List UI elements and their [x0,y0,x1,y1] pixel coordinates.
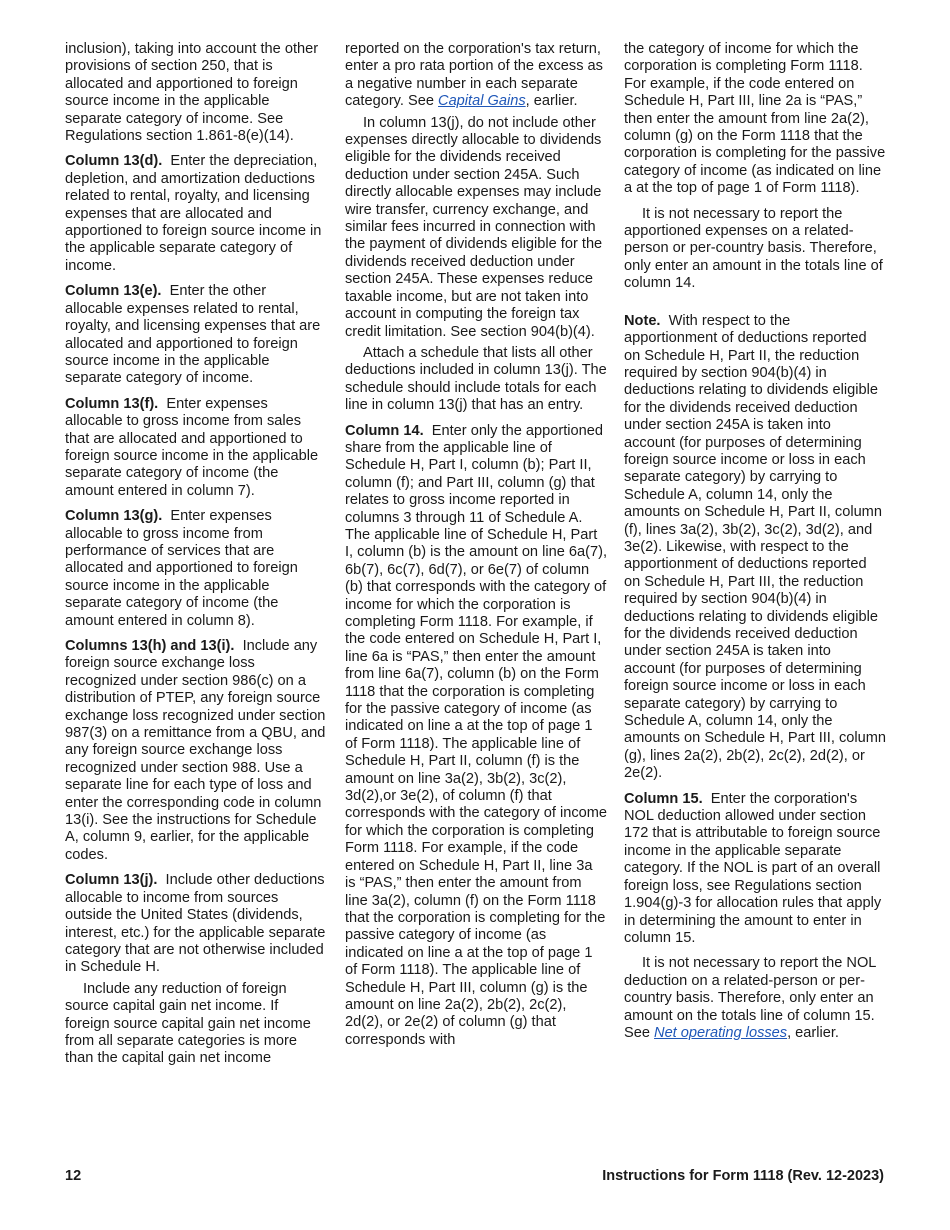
form-reference: Instructions for Form 1118 (Rev. 12-2023) [602,1168,884,1184]
capital-gains-link[interactable]: Capital Gains [438,93,526,110]
paragraph-column-14: Column 14. Enter only the apportioned share from the applicable line of Schedule H, Part I, column (b); Part II, column (f); and Part III, column (g) that relates to gross income reported in columns 3 through 11 of Schedule A. The applicable line of Schedule H, Part I, column (b) is the amount on line 6a(7), 6b(7), 6c(7), 6d(7), or 6e(7) of column (b) that corresponds with the category of income for which the corporation is completing Form 1118. For example, if the code entered on Schedule H, Part I, line 6a is “PAS,” then enter the amount from line 6a(7), column (b) on the Form 1118 that the corporation is completing for the passive category of income (as indicated on line a at the top of page 1 of Form 1118). The applicable line of Schedule H, Part II, column (f) is the amount on line 3a(2), 3b(2), 3c(2), 3d(2),or 3e(2), of column (f) that corresponds with the category of income for which the corporation is completing Form 1118. For example, if the code entered on Schedule H, Part II, line 3a is “PAS,” then enter the amount from line 3a(2), column (f) on the Form 1118 that the corporation is completing for the passive category of income (as indicated on line a at the top of page 1 of Form 1118). The applicable line of Schedule H, Part III, column (g) is the amount on line 2a(2), 2b(2), 2c(2), 2d(2), or 2e(2) of column (g) that corresponds with [345,422,608,1048]
paragraph-column-13g: Column 13(g). Enter expenses allocable to gross income from performance of services that are allocated and apportioned to foreign source income in the applicable separate category of income (the amount entered in column 8). [65,508,298,629]
paragraph-column-13f: Column 13(f). Enter expenses allocable to gross income from sales that are allocated and apportioned to foreign source income in the applicable separate category of income (the amount entered in column 7). [65,395,319,499]
paragraph-column-13e: Column 13(e). Enter the other allocable expenses related to rental, royalty, and licensing expenses that are allocated and apportioned to foreign source income in the applicable separate category of income. [65,283,321,387]
paragraph-heading: Columns 13(h) and 13(i). [65,638,235,654]
paragraph-heading: Column 15. [624,790,703,807]
page-number: 12 [65,1168,82,1184]
paragraph: Attach a schedule that lists all other deductions included in column 13(j). The schedule should include totals for each line in column 13(j) that has an entry. [345,344,607,414]
paragraph-heading: Column 13(f). [65,395,159,412]
paragraph: It is not necessary to report the NOL deduction on a related-person or per-country basis. Therefore, only enter an amount on the totals line of column 15. See Net operating losses, earlier. [624,955,876,1041]
paragraph-heading: Column 13(e). [65,283,162,300]
paragraph-heading: Column 13(g). [65,508,163,525]
text-column-right [624,41,886,1050]
net-operating-losses-link[interactable]: Net operating losses [654,1024,788,1041]
paragraph-column-13j: Column 13(j). Include other deductions allocable to income from sources outside the United States (dividends, interest, etc.) for the applicable separate category that are not otherwise included in Schedule H. [65,872,326,976]
paragraph-note: Note. With respect to the apportionment of deductions reported on Schedule H, Part II, the reduction required by section 904(b)(4) in deductions relating to dividends eligible for the dividends received deduction under section 245A is taken into account (for purposes of determining foreign source income or loss in each separate category) by carrying to Schedule A, column 14, only the amounts on Schedule H, Part II, column (f), lines 3a(2), 3b(2), 3c(2), 3d(2), and 3e(2). Likewise, with respect to the apportionment of deductions reported on Schedule H, Part III, the reduction required by section 904(b)(4) in deductions relating to dividends eligible for the dividends received deduction under section 245A is taken into account (for purposes of determining foreign source income or loss in each separate category) by carrying to Schedule A, column 14, only the amounts on Schedule H, Part III, column (g), lines 2a(2), 2b(2), 2c(2), 2d(2), or 2e(2). [624,312,887,782]
paragraph: Include any reduction of foreign source capital gain net income. If foreign source capital gain net income from all separate categories is more than the capital gain net income [65,980,311,1067]
paragraph: In column 13(j), do not include other expenses directly allocable to dividends eligible for the dividends received deduction under section 245A. Such directly allocable expenses may include wire transfer, currency exchange, and similar fees incurred in connection with the payment of dividends eligible for the dividends received deduction under section 245A. These expenses reduce taxable income, but are not taken into account in computing the foreign tax credit limitation. See section 904(b)(4). [345,114,603,340]
text-column-middle [345,41,607,1057]
paragraph-column-15: Column 15. Enter the corporation's NOL deduction allowed under section 172 that is attributable to foreign source income in the applicable separate category. If the NOL is part of an overall foreign loss, see Regulations section 1.904(g)-3 for allocation rules that apply in determining the amount to enter in column 15. [624,790,882,946]
paragraph: reported on the corporation's tax return, enter a pro rata portion of the excess as a negative number in each separate category. See Capital Gains, earlier. [345,41,603,110]
paragraph: It is not necessary to report the apportioned expenses on a related-person or per-country basis. Therefore, only enter an amount in the totals line of column 14. [624,205,883,292]
paragraph-heading: Column 14. [345,422,424,439]
paragraph: inclusion), taking into account the other provisions of section 250, that is allocated and apportioned to foreign source income in the applicable separate category of income. See Regulations section 1.861-8(e)(14). [65,41,319,145]
paragraph-heading: Column 13(d). [65,153,163,170]
paragraph-heading: Column 13(j). [65,872,158,889]
paragraph: the category of income for which the corporation is completing Form 1118. For example, if the code entered on Schedule H, Part III, line 2a is “PAS,” then enter the amount from line 2a(2), column (g) on the Form 1118 that the corporation is completing for the passive category of income (as indicated on line a at the top of page 1 of Form 1118). [624,41,886,197]
paragraph-column-13d: Column 13(d). Enter the depreciation, depletion, and amortization deductions related to rental, royalty, and licensing expenses that are allocated and apportioned to foreign source income in the applicable separate category of income. [65,153,322,274]
text-column-left [65,41,327,1076]
paragraph-columns-13h-13i: Columns 13(h) and 13(i). Include any foreign source exchange loss recognized under section 986(c) on a distribution of PTEP, any foreign source exchange loss recognized under section 987(3) on a remittance from a QBU, and any foreign source exchange loss recognized under section 988. Use a separate line for each type of loss and enter the corresponding code in column 13(i). See the instructions for Schedule A, column 9, earlier, for the applicable codes. [65,638,326,863]
paragraph-heading: Note. [624,312,661,329]
